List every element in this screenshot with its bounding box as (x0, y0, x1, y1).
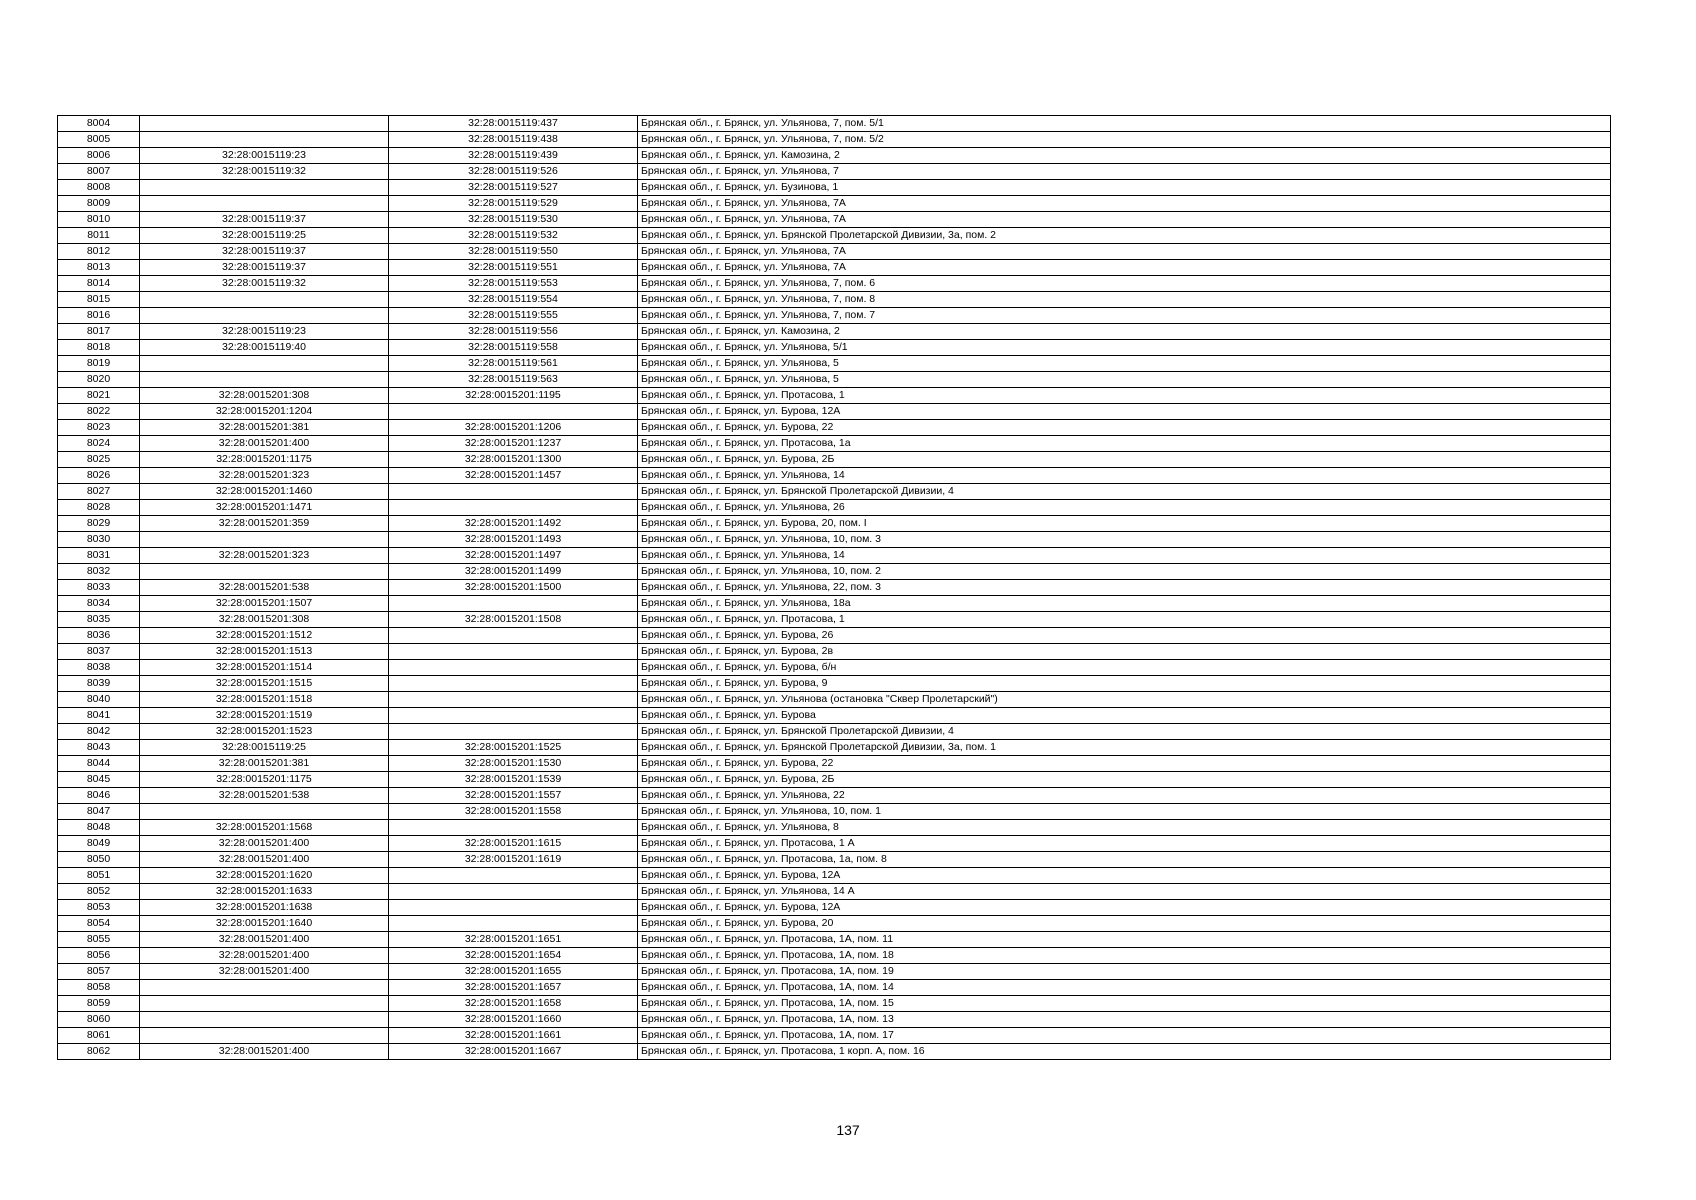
cadastral-number-cell: 32:28:0015119:527 (389, 180, 638, 196)
cadastral-number-cell (389, 628, 638, 644)
address-cell: Брянская обл., г. Брянск, ул. Протасова, 1А, пом. 11 (638, 932, 1611, 948)
cadastral-number-cell (389, 596, 638, 612)
table-row (58, 260, 1611, 276)
cadastral-number-cell (389, 868, 638, 884)
address-cell: Брянская обл., г. Брянск, ул. Брянской Пролетарской Дивизии, 3а, пом. 2 (638, 228, 1611, 244)
cadastral-number-cell: 32:28:0015201:1457 (389, 468, 638, 484)
address-cell: Брянская обл., г. Брянск, ул. Бурова, 20 (638, 916, 1611, 932)
parent-cadastral-number-cell: 32:28:0015201:400 (140, 836, 389, 852)
address-cell: Брянская обл., г. Брянск, ул. Ульянова, 14 А (638, 884, 1611, 900)
cadastral-number-cell (389, 660, 638, 676)
cadastral-number-cell (389, 484, 638, 500)
parent-cadastral-number-cell: 32:28:0015201:538 (140, 788, 389, 804)
row-number-cell: 8017 (58, 324, 140, 340)
row-number-cell: 8051 (58, 868, 140, 884)
address-cell: Брянская обл., г. Брянск, ул. Ульянова, 10, пом. 1 (638, 804, 1611, 820)
address-cell: Брянская обл., г. Брянск, ул. Ульянова, 7, пом. 7 (638, 308, 1611, 324)
row-number-cell: 8024 (58, 436, 140, 452)
row-number-cell: 8018 (58, 340, 140, 356)
cadastral-number-cell (389, 916, 638, 932)
page-number: 137 (836, 1122, 860, 1138)
cadastral-number-cell: 32:28:0015201:1558 (389, 804, 638, 820)
address-cell: Брянская обл., г. Брянск, ул. Бурова, 12А (638, 404, 1611, 420)
parent-cadastral-number-cell (140, 132, 389, 148)
cadastral-number-cell (389, 708, 638, 724)
row-number-cell: 8041 (58, 708, 140, 724)
table-row (58, 1044, 1611, 1060)
parent-cadastral-number-cell: 32:28:0015201:381 (140, 756, 389, 772)
cadastral-number-cell: 32:28:0015201:1500 (389, 580, 638, 596)
cadastral-number-cell: 32:28:0015201:1508 (389, 612, 638, 628)
row-number-cell: 8045 (58, 772, 140, 788)
table-row (58, 548, 1611, 564)
parent-cadastral-number-cell (140, 564, 389, 580)
table-row (58, 436, 1611, 452)
table-row (58, 916, 1611, 932)
parent-cadastral-number-cell: 32:28:0015201:1518 (140, 692, 389, 708)
table-row (58, 116, 1611, 132)
address-cell: Брянская обл., г. Брянск, ул. Ульянова, 7 (638, 164, 1611, 180)
cadastral-number-cell: 32:28:0015201:1539 (389, 772, 638, 788)
cadastral-number-cell: 32:28:0015201:1237 (389, 436, 638, 452)
parent-cadastral-number-cell: 32:28:0015119:32 (140, 164, 389, 180)
table-row (58, 356, 1611, 372)
table-row (58, 628, 1611, 644)
table-row (58, 148, 1611, 164)
address-cell: Брянская обл., г. Брянск, ул. Протасова, 1а (638, 436, 1611, 452)
row-number-cell: 8011 (58, 228, 140, 244)
row-number-cell: 8022 (58, 404, 140, 420)
row-number-cell: 8033 (58, 580, 140, 596)
parent-cadastral-number-cell: 32:28:0015119:25 (140, 740, 389, 756)
table-row (58, 164, 1611, 180)
cadastral-number-cell: 32:28:0015201:1619 (389, 852, 638, 868)
row-number-cell: 8060 (58, 1012, 140, 1028)
row-number-cell: 8039 (58, 676, 140, 692)
parent-cadastral-number-cell: 32:28:0015201:1523 (140, 724, 389, 740)
cadastral-number-cell: 32:28:0015119:438 (389, 132, 638, 148)
cadastral-number-cell: 32:28:0015201:1492 (389, 516, 638, 532)
row-number-cell: 8025 (58, 452, 140, 468)
parent-cadastral-number-cell: 32:28:0015201:359 (140, 516, 389, 532)
address-cell: Брянская обл., г. Брянск, ул. Ульянова, 7А (638, 212, 1611, 228)
parent-cadastral-number-cell: 32:28:0015201:1460 (140, 484, 389, 500)
address-cell: Брянская обл., г. Брянск, ул. Ульянова, 7, пом. 6 (638, 276, 1611, 292)
parent-cadastral-number-cell (140, 1012, 389, 1028)
row-number-cell: 8014 (58, 276, 140, 292)
table-row (58, 948, 1611, 964)
cadastral-number-cell: 32:28:0015119:550 (389, 244, 638, 260)
address-cell: Брянская обл., г. Брянск, ул. Ульянова, 7А (638, 244, 1611, 260)
parent-cadastral-number-cell: 32:28:0015201:400 (140, 948, 389, 964)
table-row (58, 468, 1611, 484)
parent-cadastral-number-cell: 32:28:0015201:400 (140, 964, 389, 980)
address-cell: Брянская обл., г. Брянск, ул. Брянской Пролетарской Дивизии, 4 (638, 724, 1611, 740)
row-number-cell: 8054 (58, 916, 140, 932)
parent-cadastral-number-cell: 32:28:0015201:1640 (140, 916, 389, 932)
address-cell: Брянская обл., г. Брянск, ул. Ульянова, 22 (638, 788, 1611, 804)
table-row (58, 708, 1611, 724)
cadastral-number-cell: 32:28:0015119:551 (389, 260, 638, 276)
address-cell: Брянская обл., г. Брянск, ул. Ульянова, 10, пом. 2 (638, 564, 1611, 580)
address-cell: Брянская обл., г. Брянск, ул. Ульянова, 7, пом. 5/2 (638, 132, 1611, 148)
row-number-cell: 8029 (58, 516, 140, 532)
table-row (58, 532, 1611, 548)
cadastral-number-cell (389, 500, 638, 516)
row-number-cell: 8027 (58, 484, 140, 500)
table-row (58, 308, 1611, 324)
table-row (58, 388, 1611, 404)
cadastral-number-cell: 32:28:0015119:563 (389, 372, 638, 388)
address-cell: Брянская обл., г. Брянск, ул. Бурова, 20, пом. I (638, 516, 1611, 532)
table-row (58, 724, 1611, 740)
cadastral-number-cell: 32:28:0015201:1206 (389, 420, 638, 436)
row-number-cell: 8023 (58, 420, 140, 436)
row-number-cell: 8048 (58, 820, 140, 836)
table-row (58, 884, 1611, 900)
table-row (58, 452, 1611, 468)
cadastral-number-cell: 32:28:0015119:439 (389, 148, 638, 164)
parent-cadastral-number-cell (140, 532, 389, 548)
cadastral-number-cell: 32:28:0015201:1493 (389, 532, 638, 548)
address-cell: Брянская обл., г. Брянск, ул. Бурова, 22 (638, 420, 1611, 436)
table-row (58, 964, 1611, 980)
address-cell: Брянская обл., г. Брянск, ул. Ульянова, 7, пом. 5/1 (638, 116, 1611, 132)
cadastral-number-cell: 32:28:0015201:1530 (389, 756, 638, 772)
address-cell: Брянская обл., г. Брянск, ул. Протасова, 1 (638, 388, 1611, 404)
parent-cadastral-number-cell (140, 116, 389, 132)
cadastral-number-cell (389, 724, 638, 740)
cadastral-number-cell: 32:28:0015119:555 (389, 308, 638, 324)
address-cell: Брянская обл., г. Брянск, ул. Бурова, б/н (638, 660, 1611, 676)
table-row (58, 132, 1611, 148)
address-cell: Брянская обл., г. Брянск, ул. Ульянова, 7А (638, 260, 1611, 276)
cadastral-number-cell: 32:28:0015201:1499 (389, 564, 638, 580)
address-cell: Брянская обл., г. Брянск, ул. Бурова, 22 (638, 756, 1611, 772)
parent-cadastral-number-cell: 32:28:0015201:1507 (140, 596, 389, 612)
row-number-cell: 8038 (58, 660, 140, 676)
table-row (58, 484, 1611, 500)
registry-table-body (58, 116, 1611, 1060)
table-row (58, 212, 1611, 228)
row-number-cell: 8016 (58, 308, 140, 324)
cadastral-number-cell: 32:28:0015201:1658 (389, 996, 638, 1012)
table-row (58, 900, 1611, 916)
table-row (58, 868, 1611, 884)
table-row (58, 180, 1611, 196)
cadastral-number-cell: 32:28:0015119:561 (389, 356, 638, 372)
parent-cadastral-number-cell (140, 196, 389, 212)
cadastral-number-cell: 32:28:0015119:530 (389, 212, 638, 228)
cadastral-number-cell: 32:28:0015201:1497 (389, 548, 638, 564)
row-number-cell: 8040 (58, 692, 140, 708)
row-number-cell: 8013 (58, 260, 140, 276)
address-cell: Брянская обл., г. Брянск, ул. Протасова, 1А, пом. 13 (638, 1012, 1611, 1028)
cadastral-number-cell: 32:28:0015201:1615 (389, 836, 638, 852)
cadastral-number-cell: 32:28:0015201:1195 (389, 388, 638, 404)
cadastral-number-cell (389, 644, 638, 660)
parent-cadastral-number-cell: 32:28:0015119:23 (140, 148, 389, 164)
parent-cadastral-number-cell: 32:28:0015201:308 (140, 612, 389, 628)
address-cell: Брянская обл., г. Брянск, ул. Ульянова, 14 (638, 548, 1611, 564)
parent-cadastral-number-cell (140, 356, 389, 372)
row-number-cell: 8009 (58, 196, 140, 212)
parent-cadastral-number-cell: 32:28:0015201:538 (140, 580, 389, 596)
parent-cadastral-number-cell: 32:28:0015201:1568 (140, 820, 389, 836)
cadastral-number-cell: 32:28:0015119:529 (389, 196, 638, 212)
address-cell: Брянская обл., г. Брянск, ул. Ульянова, 14 (638, 468, 1611, 484)
table-row (58, 372, 1611, 388)
parent-cadastral-number-cell: 32:28:0015201:323 (140, 468, 389, 484)
row-number-cell: 8061 (58, 1028, 140, 1044)
row-number-cell: 8031 (58, 548, 140, 564)
row-number-cell: 8005 (58, 132, 140, 148)
cadastral-number-cell: 32:28:0015201:1667 (389, 1044, 638, 1060)
parent-cadastral-number-cell (140, 1028, 389, 1044)
parent-cadastral-number-cell: 32:28:0015119:37 (140, 260, 389, 276)
parent-cadastral-number-cell (140, 308, 389, 324)
parent-cadastral-number-cell: 32:28:0015201:1638 (140, 900, 389, 916)
table-row (58, 596, 1611, 612)
address-cell: Брянская обл., г. Брянск, ул. Ульянова, 18а (638, 596, 1611, 612)
row-number-cell: 8046 (58, 788, 140, 804)
row-number-cell: 8050 (58, 852, 140, 868)
cadastral-number-cell: 32:28:0015119:554 (389, 292, 638, 308)
row-number-cell: 8056 (58, 948, 140, 964)
row-number-cell: 8057 (58, 964, 140, 980)
address-cell: Брянская обл., г. Брянск, ул. Бурова, 12А (638, 868, 1611, 884)
cadastral-number-cell: 32:28:0015201:1300 (389, 452, 638, 468)
address-cell: Брянская обл., г. Брянск, ул. Ульянова, 7, пом. 8 (638, 292, 1611, 308)
cadastral-number-cell (389, 692, 638, 708)
cadastral-number-cell (389, 820, 638, 836)
row-number-cell: 8059 (58, 996, 140, 1012)
parent-cadastral-number-cell: 32:28:0015201:400 (140, 436, 389, 452)
row-number-cell: 8053 (58, 900, 140, 916)
table-row (58, 788, 1611, 804)
address-cell: Брянская обл., г. Брянск, ул. Бурова (638, 708, 1611, 724)
table-row (58, 1028, 1611, 1044)
row-number-cell: 8052 (58, 884, 140, 900)
cadastral-number-cell: 32:28:0015201:1661 (389, 1028, 638, 1044)
row-number-cell: 8010 (58, 212, 140, 228)
address-cell: Брянская обл., г. Брянск, ул. Протасова, 1 А (638, 836, 1611, 852)
table-row (58, 692, 1611, 708)
cadastral-number-cell: 32:28:0015201:1660 (389, 1012, 638, 1028)
table-row (58, 404, 1611, 420)
row-number-cell: 8019 (58, 356, 140, 372)
cadastral-number-cell (389, 900, 638, 916)
parent-cadastral-number-cell: 32:28:0015119:25 (140, 228, 389, 244)
table-row (58, 276, 1611, 292)
cadastral-number-cell: 32:28:0015119:553 (389, 276, 638, 292)
row-number-cell: 8032 (58, 564, 140, 580)
row-number-cell: 8007 (58, 164, 140, 180)
row-number-cell: 8049 (58, 836, 140, 852)
cadastral-number-cell (389, 676, 638, 692)
row-number-cell: 8026 (58, 468, 140, 484)
parent-cadastral-number-cell: 32:28:0015201:381 (140, 420, 389, 436)
parent-cadastral-number-cell (140, 372, 389, 388)
cadastral-number-cell (389, 404, 638, 420)
table-row (58, 852, 1611, 868)
address-cell: Брянская обл., г. Брянск, ул. Ульянова, 5 (638, 356, 1611, 372)
table-row (58, 516, 1611, 532)
address-cell: Брянская обл., г. Брянск, ул. Ульянова (остановка "Сквер Пролетарский") (638, 692, 1611, 708)
parent-cadastral-number-cell (140, 980, 389, 996)
address-cell: Брянская обл., г. Брянск, ул. Ульянова, 10, пом. 3 (638, 532, 1611, 548)
row-number-cell: 8062 (58, 1044, 140, 1060)
parent-cadastral-number-cell: 32:28:0015201:1514 (140, 660, 389, 676)
table-row (58, 804, 1611, 820)
parent-cadastral-number-cell: 32:28:0015201:308 (140, 388, 389, 404)
address-cell: Брянская обл., г. Брянск, ул. Протасова, 1 (638, 612, 1611, 628)
address-cell: Брянская обл., г. Брянск, ул. Бурова, 26 (638, 628, 1611, 644)
table-row (58, 500, 1611, 516)
parent-cadastral-number-cell: 32:28:0015201:1175 (140, 772, 389, 788)
table-row (58, 196, 1611, 212)
address-cell: Брянская обл., г. Брянск, ул. Ульянова, 22, пом. 3 (638, 580, 1611, 596)
table-row (58, 340, 1611, 356)
parent-cadastral-number-cell: 32:28:0015201:1204 (140, 404, 389, 420)
row-number-cell: 8030 (58, 532, 140, 548)
cadastral-number-cell: 32:28:0015119:437 (389, 116, 638, 132)
table-row (58, 1012, 1611, 1028)
table-row (58, 564, 1611, 580)
address-cell: Брянская обл., г. Брянск, ул. Ульянова, 5 (638, 372, 1611, 388)
address-cell: Брянская обл., г. Брянск, ул. Протасова, 1а, пом. 8 (638, 852, 1611, 868)
parent-cadastral-number-cell (140, 180, 389, 196)
table-row (58, 612, 1611, 628)
parent-cadastral-number-cell: 32:28:0015201:1633 (140, 884, 389, 900)
table-row (58, 580, 1611, 596)
address-cell: Брянская обл., г. Брянск, ул. Протасова, 1А, пом. 14 (638, 980, 1611, 996)
row-number-cell: 8037 (58, 644, 140, 660)
row-number-cell: 8020 (58, 372, 140, 388)
parent-cadastral-number-cell: 32:28:0015119:37 (140, 212, 389, 228)
parent-cadastral-number-cell: 32:28:0015201:1175 (140, 452, 389, 468)
parent-cadastral-number-cell (140, 292, 389, 308)
row-number-cell: 8008 (58, 180, 140, 196)
address-cell: Брянская обл., г. Брянск, ул. Протасова, 1А, пом. 17 (638, 1028, 1611, 1044)
address-cell: Брянская обл., г. Брянск, ул. Бурова, 2Б (638, 452, 1611, 468)
cadastral-number-cell: 32:28:0015119:532 (389, 228, 638, 244)
parent-cadastral-number-cell: 32:28:0015201:1620 (140, 868, 389, 884)
cadastral-number-cell: 32:28:0015201:1654 (389, 948, 638, 964)
table-row (58, 932, 1611, 948)
row-number-cell: 8012 (58, 244, 140, 260)
parent-cadastral-number-cell: 32:28:0015201:400 (140, 852, 389, 868)
row-number-cell: 8028 (58, 500, 140, 516)
row-number-cell: 8021 (58, 388, 140, 404)
parent-cadastral-number-cell: 32:28:0015201:1513 (140, 644, 389, 660)
table-row (58, 324, 1611, 340)
address-cell: Брянская обл., г. Брянск, ул. Ульянова, 8 (638, 820, 1611, 836)
table-row (58, 244, 1611, 260)
parent-cadastral-number-cell: 32:28:0015201:1515 (140, 676, 389, 692)
row-number-cell: 8058 (58, 980, 140, 996)
row-number-cell: 8047 (58, 804, 140, 820)
parent-cadastral-number-cell: 32:28:0015119:37 (140, 244, 389, 260)
address-cell: Брянская обл., г. Брянск, ул. Протасова, 1А, пом. 15 (638, 996, 1611, 1012)
parent-cadastral-number-cell: 32:28:0015201:1471 (140, 500, 389, 516)
address-cell: Брянская обл., г. Брянск, ул. Протасова, 1А, пом. 18 (638, 948, 1611, 964)
parent-cadastral-number-cell: 32:28:0015201:323 (140, 548, 389, 564)
address-cell: Брянская обл., г. Брянск, ул. Ульянова, 26 (638, 500, 1611, 516)
row-number-cell: 8004 (58, 116, 140, 132)
table-row (58, 996, 1611, 1012)
row-number-cell: 8015 (58, 292, 140, 308)
cadastral-number-cell: 32:28:0015201:1655 (389, 964, 638, 980)
table-row (58, 980, 1611, 996)
parent-cadastral-number-cell: 32:28:0015119:32 (140, 276, 389, 292)
table-row (58, 836, 1611, 852)
address-cell: Брянская обл., г. Брянск, ул. Камозина, 2 (638, 148, 1611, 164)
cadastral-number-cell: 32:28:0015201:1657 (389, 980, 638, 996)
cadastral-number-cell: 32:28:0015201:1651 (389, 932, 638, 948)
address-cell: Брянская обл., г. Брянск, ул. Бурова, 2в (638, 644, 1611, 660)
table-row (58, 660, 1611, 676)
parent-cadastral-number-cell (140, 804, 389, 820)
row-number-cell: 8044 (58, 756, 140, 772)
parent-cadastral-number-cell: 32:28:0015201:400 (140, 932, 389, 948)
row-number-cell: 8006 (58, 148, 140, 164)
address-cell: Брянская обл., г. Брянск, ул. Брянской Пролетарской Дивизии, 4 (638, 484, 1611, 500)
parent-cadastral-number-cell: 32:28:0015201:1512 (140, 628, 389, 644)
registry-table (57, 115, 1611, 1060)
address-cell: Брянская обл., г. Брянск, ул. Протасова, 1 корп. А, пом. 16 (638, 1044, 1611, 1060)
table-row (58, 420, 1611, 436)
row-number-cell: 8042 (58, 724, 140, 740)
address-cell: Брянская обл., г. Брянск, ул. Ульянова, 5/1 (638, 340, 1611, 356)
row-number-cell: 8034 (58, 596, 140, 612)
table-row (58, 772, 1611, 788)
parent-cadastral-number-cell (140, 996, 389, 1012)
table-row (58, 756, 1611, 772)
address-cell: Брянская обл., г. Брянск, ул. Бузинова, 1 (638, 180, 1611, 196)
cadastral-number-cell: 32:28:0015119:526 (389, 164, 638, 180)
table-row (58, 740, 1611, 756)
cadastral-number-cell (389, 884, 638, 900)
row-number-cell: 8055 (58, 932, 140, 948)
table-row (58, 820, 1611, 836)
address-cell: Брянская обл., г. Брянск, ул. Брянской Пролетарской Дивизии, 3а, пом. 1 (638, 740, 1611, 756)
cadastral-number-cell: 32:28:0015201:1525 (389, 740, 638, 756)
table-row (58, 292, 1611, 308)
parent-cadastral-number-cell: 32:28:0015119:40 (140, 340, 389, 356)
address-cell: Брянская обл., г. Брянск, ул. Бурова, 12А (638, 900, 1611, 916)
table-row (58, 676, 1611, 692)
address-cell: Брянская обл., г. Брянск, ул. Бурова, 2Б (638, 772, 1611, 788)
address-cell: Брянская обл., г. Брянск, ул. Камозина, 2 (638, 324, 1611, 340)
row-number-cell: 8036 (58, 628, 140, 644)
table-row (58, 644, 1611, 660)
table-row (58, 228, 1611, 244)
cadastral-number-cell: 32:28:0015119:558 (389, 340, 638, 356)
parent-cadastral-number-cell: 32:28:0015201:1519 (140, 708, 389, 724)
row-number-cell: 8043 (58, 740, 140, 756)
cadastral-number-cell: 32:28:0015119:556 (389, 324, 638, 340)
address-cell: Брянская обл., г. Брянск, ул. Ульянова, 7А (638, 196, 1611, 212)
address-cell: Брянская обл., г. Брянск, ул. Бурова, 9 (638, 676, 1611, 692)
parent-cadastral-number-cell: 32:28:0015119:23 (140, 324, 389, 340)
parent-cadastral-number-cell: 32:28:0015201:400 (140, 1044, 389, 1060)
address-cell: Брянская обл., г. Брянск, ул. Протасова, 1А, пом. 19 (638, 964, 1611, 980)
row-number-cell: 8035 (58, 612, 140, 628)
cadastral-number-cell: 32:28:0015201:1557 (389, 788, 638, 804)
